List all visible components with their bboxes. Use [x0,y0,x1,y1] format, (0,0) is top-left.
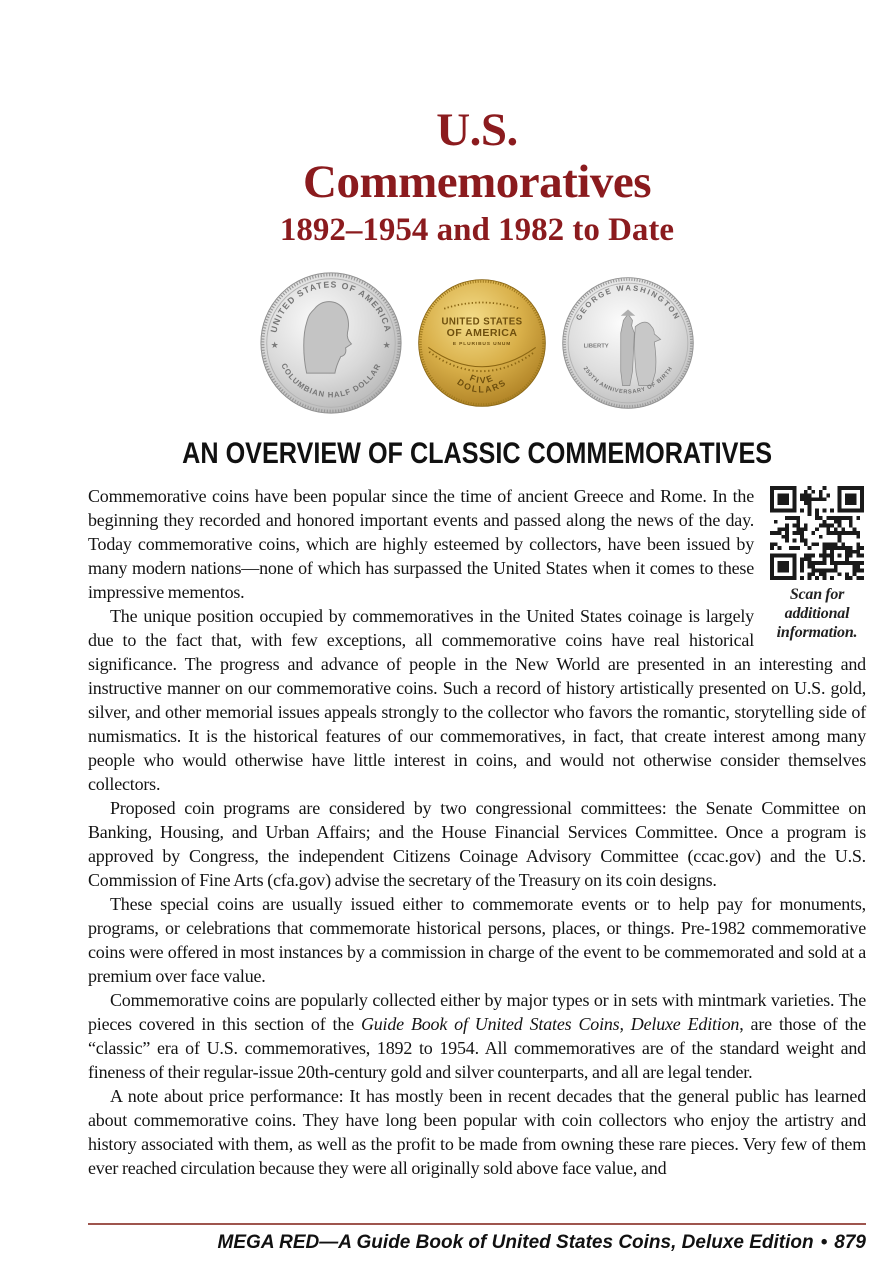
article-body [88,484,866,1180]
paragraph: A note about price performance: It has mostly been in recent decades that the general public has learned about commemorative coins. They have long been popular with coin collectors who enjoy the artistry and history associated with them, as well as the profit to be made from owning these rare pieces. Very few of them ever reached circulation because they were all originally sold above face value, and [88,1086,866,1178]
paragraph: Commemorative coins have been popular since the time of ancient Greece and Rome. In the beginning they recorded and honored important events and passed along the news of the day. Today commemorative coins, which are highly esteemed by collectors, have been issued by many modern nations—none of which has surpassed the United States when it comes to these impressive mementos. [88,486,754,602]
section-heading-text: AN OVERVIEW OF CLASSIC COMMEMORATIVES [182,437,772,470]
star-ornament-right: ★ [382,339,391,350]
footer-book-title: MEGA RED—A Guide Book of United States Coins, Deluxe Edition [217,1232,814,1253]
paragraph: These special coins are usually issued either to commemorate events or to help pay for monuments, programs, or celebrations that commemorate historical persons, places, or things. Pre-1982 commemorative coins were offered in most instances by a commission in charge of the event to be commemorated and sold at a premium over face value. [88,894,866,986]
qr-caption [768,585,866,642]
coin-legend-bottom: COLUMBIAN HALF DOLLAR [279,361,383,400]
coin-legend-bottom: 250TH ANNIVERSARY OF BIRTH [581,365,675,396]
footer-bullet: • [820,1232,828,1253]
qr-block [768,486,866,642]
coin-denomination-2: DOLLARS [455,376,509,395]
coin-motto: E PLURIBUS UNUM [452,341,512,347]
qr-caption-line: information. [776,624,858,641]
washington-half-dollar-coin-image [560,275,696,411]
coin-legend-top2: OF AMERICA [446,326,518,339]
page-footer [88,1223,866,1254]
qr-caption-line: Scan for [789,586,845,603]
baseball-five-dollar-coin-image [416,277,548,409]
chapter-subtitle: 1892–1954 and 1982 to Date [279,212,675,248]
paragraphs [88,484,866,1180]
paragraph: The unique position occupied by commemoratives in the United States coinage is largely due to the fact that, with few exceptions, all commemorative coins have real historical significance. The progress and advance of people in the New World are presented in an interesting and instructive manner on our commemorative coins. Such a record of history artistically presented on U.S. gold, silver, and other memorial issues appeals strongly to the collector who favors the romantic, storytelling side of numismatics. It is the historical features of our commemoratives, in fact, that create interest among many people who would otherwise have little interest in coins, and would not otherwise consider themselves collectors. [88,606,866,794]
columbian-half-dollar-coin-image [258,270,404,416]
chapter-title-block [88,104,866,251]
section-heading [88,437,866,471]
paragraph: Commemorative coins are popularly collected either by major types or in sets with mintmark varieties. The pieces covered in this section of the Guide Book of United States Coins, Deluxe Edition, are those of the “classic” era of U.S. commemoratives, 1892 to 1954. All commemoratives are of the standard weight and fineness of their regular-issue 20th-century gold and silver counterparts, and all are legal tender. [88,990,866,1082]
chapter-title-line1: U.S. [436,104,518,156]
coin-images-row [88,267,866,419]
coin-legend-liberty: LIBERTY [583,343,609,350]
coin-legend-top: GEORGE WASHINGTON [573,283,683,322]
chapter-title-line2: Commemoratives [303,156,651,208]
coin-legend-top: UNITED STATES OF AMERICA [268,279,394,334]
coin-legend-top: UNITED STATES [441,316,523,328]
paragraph: Proposed coin programs are considered by two congressional committees: the Senate Committee on Banking, Housing, and Urban Affairs; and the House Financial Services Committee. Once a program is approved by Congress, the independent Citizens Coinage Advisory Committee (ccac.gov) and the U.S. Commission of Fine Arts (cfa.gov) advise the secretary of the Treasury on its coin designs. [88,798,866,890]
qr-code [770,486,864,580]
coin-denomination-1: FIVE [468,372,496,386]
qr-caption-line: additional [784,605,850,622]
star-ornament-left: ★ [270,339,279,350]
footer-page-number: 879 [834,1232,866,1253]
